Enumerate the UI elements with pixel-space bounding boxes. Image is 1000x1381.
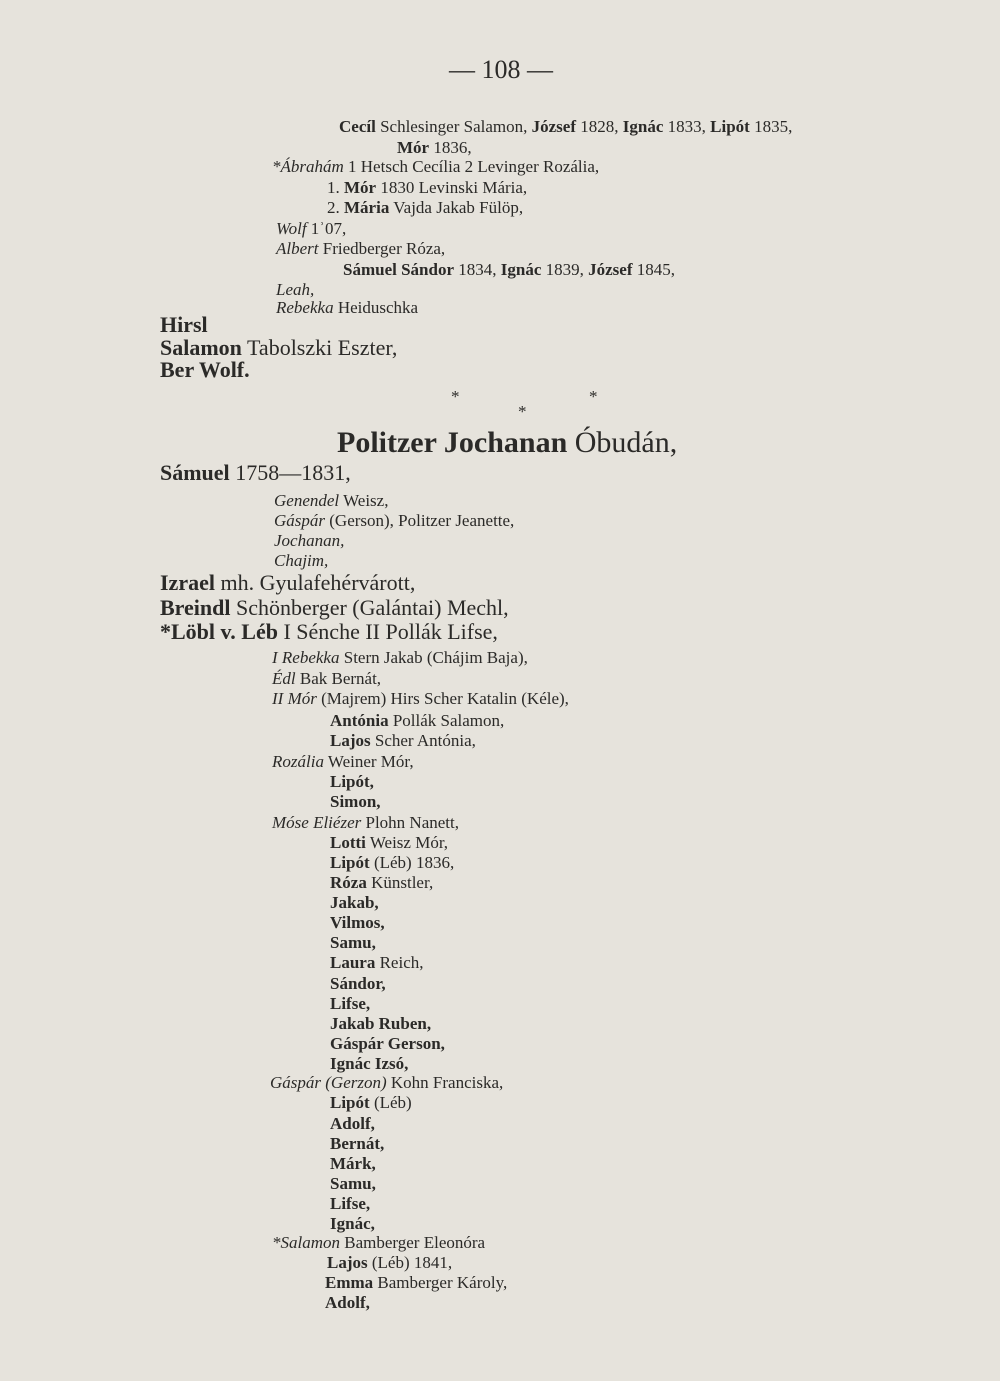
text-line — [337, 428, 677, 458]
text-line — [272, 670, 381, 687]
text-segment: Weisz Mór, — [365, 833, 449, 852]
text-segment: *Ábrahám — [272, 157, 344, 176]
text-segment: Stern Jakab (Chájim Baja), — [339, 648, 528, 667]
text-line — [274, 552, 328, 569]
text-segment: 1845, — [632, 260, 675, 279]
text-line — [327, 179, 527, 196]
text-line — [272, 158, 599, 175]
text-segment: 1758—1831, — [229, 460, 351, 485]
text-line — [330, 1215, 375, 1232]
text-line — [160, 359, 250, 381]
text-segment: Gáspár — [274, 511, 326, 530]
text-segment: Móse Eliézer — [272, 813, 362, 832]
text-line — [274, 492, 388, 509]
text-segment: I Sénche II Pollák Lifse, — [277, 619, 498, 644]
text-segment: Leah, — [276, 280, 315, 299]
text-segment: Adolf, — [330, 1114, 375, 1133]
text-segment: Kohn Franciska, — [386, 1073, 504, 1092]
text-segment: Jochanan, — [274, 531, 345, 550]
text-line — [276, 220, 346, 237]
text-line — [276, 281, 314, 298]
text-segment: Lipót — [710, 117, 750, 136]
text-line — [274, 532, 344, 549]
text-segment: Lajos — [327, 1253, 368, 1272]
text-segment: Reich, — [375, 953, 424, 972]
text-segment: * — [589, 387, 598, 406]
text-segment: 1828, — [576, 117, 623, 136]
text-segment: 1ʾ07, — [306, 219, 347, 238]
text-segment: Gáspár (Gerzon) — [270, 1073, 387, 1092]
text-segment: Róza — [330, 873, 367, 892]
text-line — [330, 894, 379, 911]
text-line — [330, 1175, 376, 1192]
text-line — [325, 1274, 507, 1291]
text-segment: Ignác Izsó, — [330, 1054, 409, 1073]
text-segment: 1835, — [749, 117, 793, 136]
text-line — [451, 388, 460, 405]
text-segment: (Majrem) Hirs Scher Katalin (Kéle), — [316, 689, 569, 708]
text-segment: Vilmos, — [330, 913, 385, 932]
text-line — [330, 1055, 408, 1072]
text-line — [330, 854, 454, 871]
text-line — [343, 261, 675, 278]
text-segment: Emma — [325, 1273, 374, 1292]
text-line — [330, 1035, 445, 1052]
text-segment: Lifse, — [330, 1194, 371, 1213]
text-line — [330, 712, 504, 729]
text-segment: Lotti — [330, 833, 366, 852]
text-segment: Heiduschka — [333, 298, 419, 317]
text-line — [330, 1135, 384, 1152]
text-segment: József — [588, 260, 633, 279]
text-line — [272, 690, 569, 707]
text-segment: Sámuel — [160, 460, 230, 485]
text-line — [325, 1294, 370, 1311]
text-line — [327, 199, 523, 216]
text-segment: Friedberger Róza, — [318, 239, 446, 258]
text-segment: Adolf, — [325, 1293, 370, 1312]
text-segment: Cecíl — [339, 117, 376, 136]
text-segment: I Rebekka — [272, 648, 340, 667]
text-segment: Rozália — [272, 752, 324, 771]
text-line — [160, 314, 208, 336]
text-segment: Tabolszki Eszter, — [241, 335, 398, 360]
text-line — [330, 995, 370, 1012]
text-line — [330, 773, 374, 790]
text-segment: Schlesinger Salamon, — [375, 117, 532, 136]
text-line — [160, 621, 498, 643]
text-segment: Izrael — [160, 570, 215, 595]
text-segment: Chajim, — [274, 551, 329, 570]
text-segment: Schönberger (Galántai) Mechl, — [230, 595, 509, 620]
text-segment: Plohn Nanett, — [361, 813, 459, 832]
text-segment: Ber Wolf. — [160, 357, 250, 382]
text-segment: *Salamon — [272, 1233, 340, 1252]
text-line — [272, 649, 528, 666]
text-segment: Bak Bernát, — [295, 669, 382, 688]
page-number: — 108 — — [449, 55, 553, 84]
text-segment: mh. Gyulafehérvárott, — [214, 570, 416, 595]
text-segment: Bamberger Eleonóra — [340, 1233, 486, 1252]
text-segment: Politzer Jochanan — [337, 426, 568, 459]
text-segment: Breindl — [160, 595, 231, 620]
text-line — [272, 753, 414, 770]
text-line — [330, 1195, 370, 1212]
text-line — [272, 1234, 485, 1251]
text-segment: Bamberger Károly, — [373, 1273, 508, 1292]
text-segment: Weiner Mór, — [323, 752, 414, 771]
text-line — [160, 337, 397, 359]
text-segment: Ignác, — [330, 1214, 375, 1233]
text-segment: * — [518, 402, 527, 421]
text-segment: Lifse, — [330, 994, 371, 1013]
text-segment: Márk, — [330, 1154, 376, 1173]
text-line — [330, 975, 386, 992]
text-segment: Mór — [344, 178, 377, 197]
text-line — [397, 139, 472, 156]
text-line — [339, 118, 792, 135]
text-segment: (Gerson), Politzer Jeanette, — [325, 511, 515, 530]
text-line — [160, 572, 415, 594]
text-segment: 1839, — [541, 260, 589, 279]
text-segment: Samu, — [330, 933, 376, 952]
text-segment: Vajda Jakab Fülöp, — [389, 198, 524, 217]
text-segment: Albert — [276, 239, 319, 258]
text-segment: Jakab Ruben, — [330, 1014, 432, 1033]
text-segment: Jakab, — [330, 893, 379, 912]
text-segment: (Léb) — [369, 1093, 412, 1112]
text-segment: * — [451, 387, 460, 406]
text-segment: 2. — [327, 198, 344, 217]
text-segment: Wolf — [276, 219, 307, 238]
text-segment: Édl — [272, 669, 296, 688]
text-line — [330, 1094, 412, 1111]
text-segment: Mór — [397, 138, 430, 157]
text-segment: Rebekka — [276, 298, 334, 317]
text-segment: (Léb) 1836, — [369, 853, 455, 872]
text-segment: Ignác — [622, 117, 664, 136]
text-line — [272, 814, 459, 831]
text-line — [589, 388, 598, 405]
text-line — [330, 954, 424, 971]
text-line — [327, 1254, 452, 1271]
text-line — [330, 914, 385, 931]
text-segment: Lipót, — [330, 772, 374, 791]
text-segment: (Léb) 1841, — [367, 1253, 453, 1272]
text-line — [330, 1115, 375, 1132]
text-segment: Lipót — [330, 853, 370, 872]
text-segment: Gáspár Gerson, — [330, 1034, 445, 1053]
text-line — [330, 1155, 376, 1172]
text-segment: Genendel — [274, 491, 340, 510]
text-segment: 1834, — [454, 260, 501, 279]
text-segment: Künstler, — [366, 873, 434, 892]
text-line — [518, 403, 527, 420]
text-segment: Óbudán, — [567, 426, 678, 459]
text-segment: Laura — [330, 953, 376, 972]
text-segment: *Löbl v. Léb — [160, 619, 278, 644]
text-segment: József — [531, 117, 577, 136]
text-line — [276, 299, 418, 316]
text-segment: Hirsl — [160, 312, 208, 337]
text-line — [330, 1015, 431, 1032]
text-line — [330, 834, 448, 851]
text-segment: Lajos — [330, 731, 371, 750]
text-line — [330, 732, 476, 749]
text-segment: Sándor, — [330, 974, 386, 993]
text-line — [330, 934, 376, 951]
text-segment: Scher Antónia, — [370, 731, 476, 750]
text-segment: Simon, — [330, 792, 381, 811]
text-line — [330, 874, 433, 891]
text-line — [270, 1074, 503, 1091]
text-segment: Lipót — [330, 1093, 370, 1112]
text-segment: Antónia — [330, 711, 389, 730]
text-segment: 1833, — [663, 117, 711, 136]
text-segment: Weisz, — [339, 491, 389, 510]
text-segment: Mária — [344, 198, 390, 217]
text-segment: Ignác — [500, 260, 542, 279]
text-segment: Salamon — [160, 335, 242, 360]
text-line — [276, 240, 445, 257]
text-segment: Samu, — [330, 1174, 376, 1193]
text-segment: II Mór — [272, 689, 317, 708]
text-segment: 1830 Levinski Mária, — [376, 178, 528, 197]
text-line — [330, 793, 381, 810]
text-segment: 1. — [327, 178, 344, 197]
text-segment: 1836, — [429, 138, 472, 157]
text-segment: 1 Hetsch Cecília 2 Levinger Rozália, — [343, 157, 600, 176]
text-line — [160, 462, 351, 484]
text-line — [160, 597, 509, 619]
text-segment: Pollák Salamon, — [388, 711, 505, 730]
text-line — [274, 512, 514, 529]
text-segment: Bernát, — [330, 1134, 385, 1153]
text-segment: Sámuel Sándor — [343, 260, 454, 279]
